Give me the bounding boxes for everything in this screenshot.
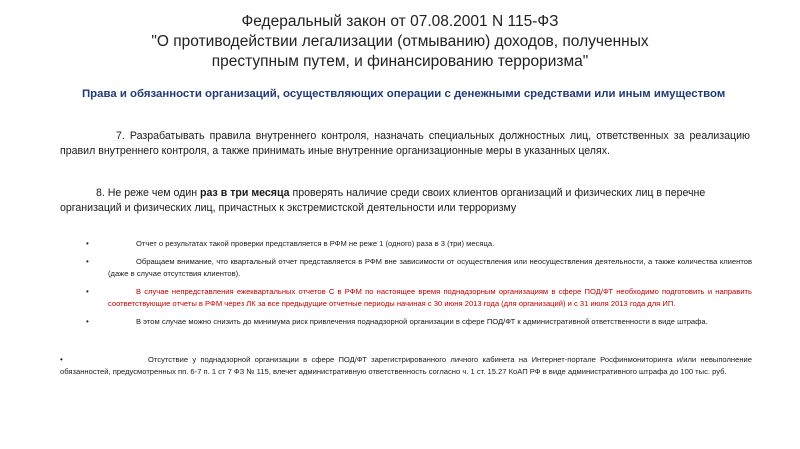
- bullet-icon: •: [86, 317, 89, 326]
- bullet-item-alert: [86, 286, 752, 310]
- section-subheading: Права и обязанности организаций, осуществляющих операции с денежными средствами или иным имуществом: [82, 88, 726, 100]
- paragraph-8-start: 8. Не реже чем один: [96, 187, 201, 199]
- title-line-2: "О противодействии легализации (отмыванию) доходов, полученных: [151, 33, 649, 50]
- bullet-icon: •: [86, 257, 89, 266]
- title-line-1: Федеральный закон от 07.08.2001 N 115-ФЗ: [241, 13, 559, 30]
- liability-bullet: [60, 354, 752, 378]
- paragraph-8: [60, 186, 752, 215]
- paragraph-8-emphasis: раз в три месяца: [200, 187, 290, 199]
- bullet-text: Отчет о результатах такой проверки представляется в РФМ не реже 1 (одного) раза в 3 (три) месяца.: [136, 239, 495, 248]
- bullet-icon: •: [86, 239, 89, 248]
- title-line-3: преступным путем, и финансированию терроризма": [211, 53, 589, 70]
- bullet-item: [86, 238, 752, 250]
- bullet-item: [86, 256, 752, 280]
- paragraph-8-end: проверять наличие среди своих клиентов организаций и физических лиц в перечне организаций и физических лиц, причастных к экстремистской деятельности или терроризму: [60, 187, 706, 214]
- bullet-item: [86, 316, 752, 328]
- bullet-text: В случае непредставления ежеквартальных отчетов С в РФМ по настоящее время поднадзорным организациям в сфере ПОД/ФТ необходимо подготовить и направить соответствующие отчеты в РФМ через ЛК за все предыдущие отчетные периоды начиная с 30 июня 2013 года (для организаций) и с 31 июля 2013 года для ИП.: [108, 287, 752, 308]
- document-title: [60, 12, 740, 72]
- liability-text: Отсутствие у поднадзорной организации в сфере ПОД/ФТ зарегистрированного личного кабинета на Интернет-портале Росфинмониторинга и/или невыполнение обязанностей, предусмотренных пп. 6-7 п. 1 ст 7 ФЗ № 115, влечет административную ответственность согласно ч. 1 ст. 15.27 КоАП РФ в виде административного штрафа до 100 тыс. руб.: [60, 355, 752, 376]
- bullet-icon: •: [60, 355, 63, 364]
- bullet-text: Обращаем внимание, что квартальный отчет представляется в РФМ вне зависимости от осуществления или неосуществления деятельности, а также количества клиентов (даже в случае отсутствия клиентов).: [108, 257, 752, 278]
- bullet-text: В этом случае можно снизить до минимума риск привлечения поднадзорной организации в сфере ПОД/ФТ к административной ответственности в виде штрафа.: [136, 317, 708, 326]
- paragraph-7: 7. Разрабатывать правила внутреннего контроля, назначать специальных должностных лиц, ответственных за реализацию правил внутреннего контроля, а также принимать иные внутренние организационные меры в указанных целях.: [60, 130, 750, 157]
- bullet-icon: •: [86, 287, 89, 296]
- bullet-list: [86, 238, 752, 334]
